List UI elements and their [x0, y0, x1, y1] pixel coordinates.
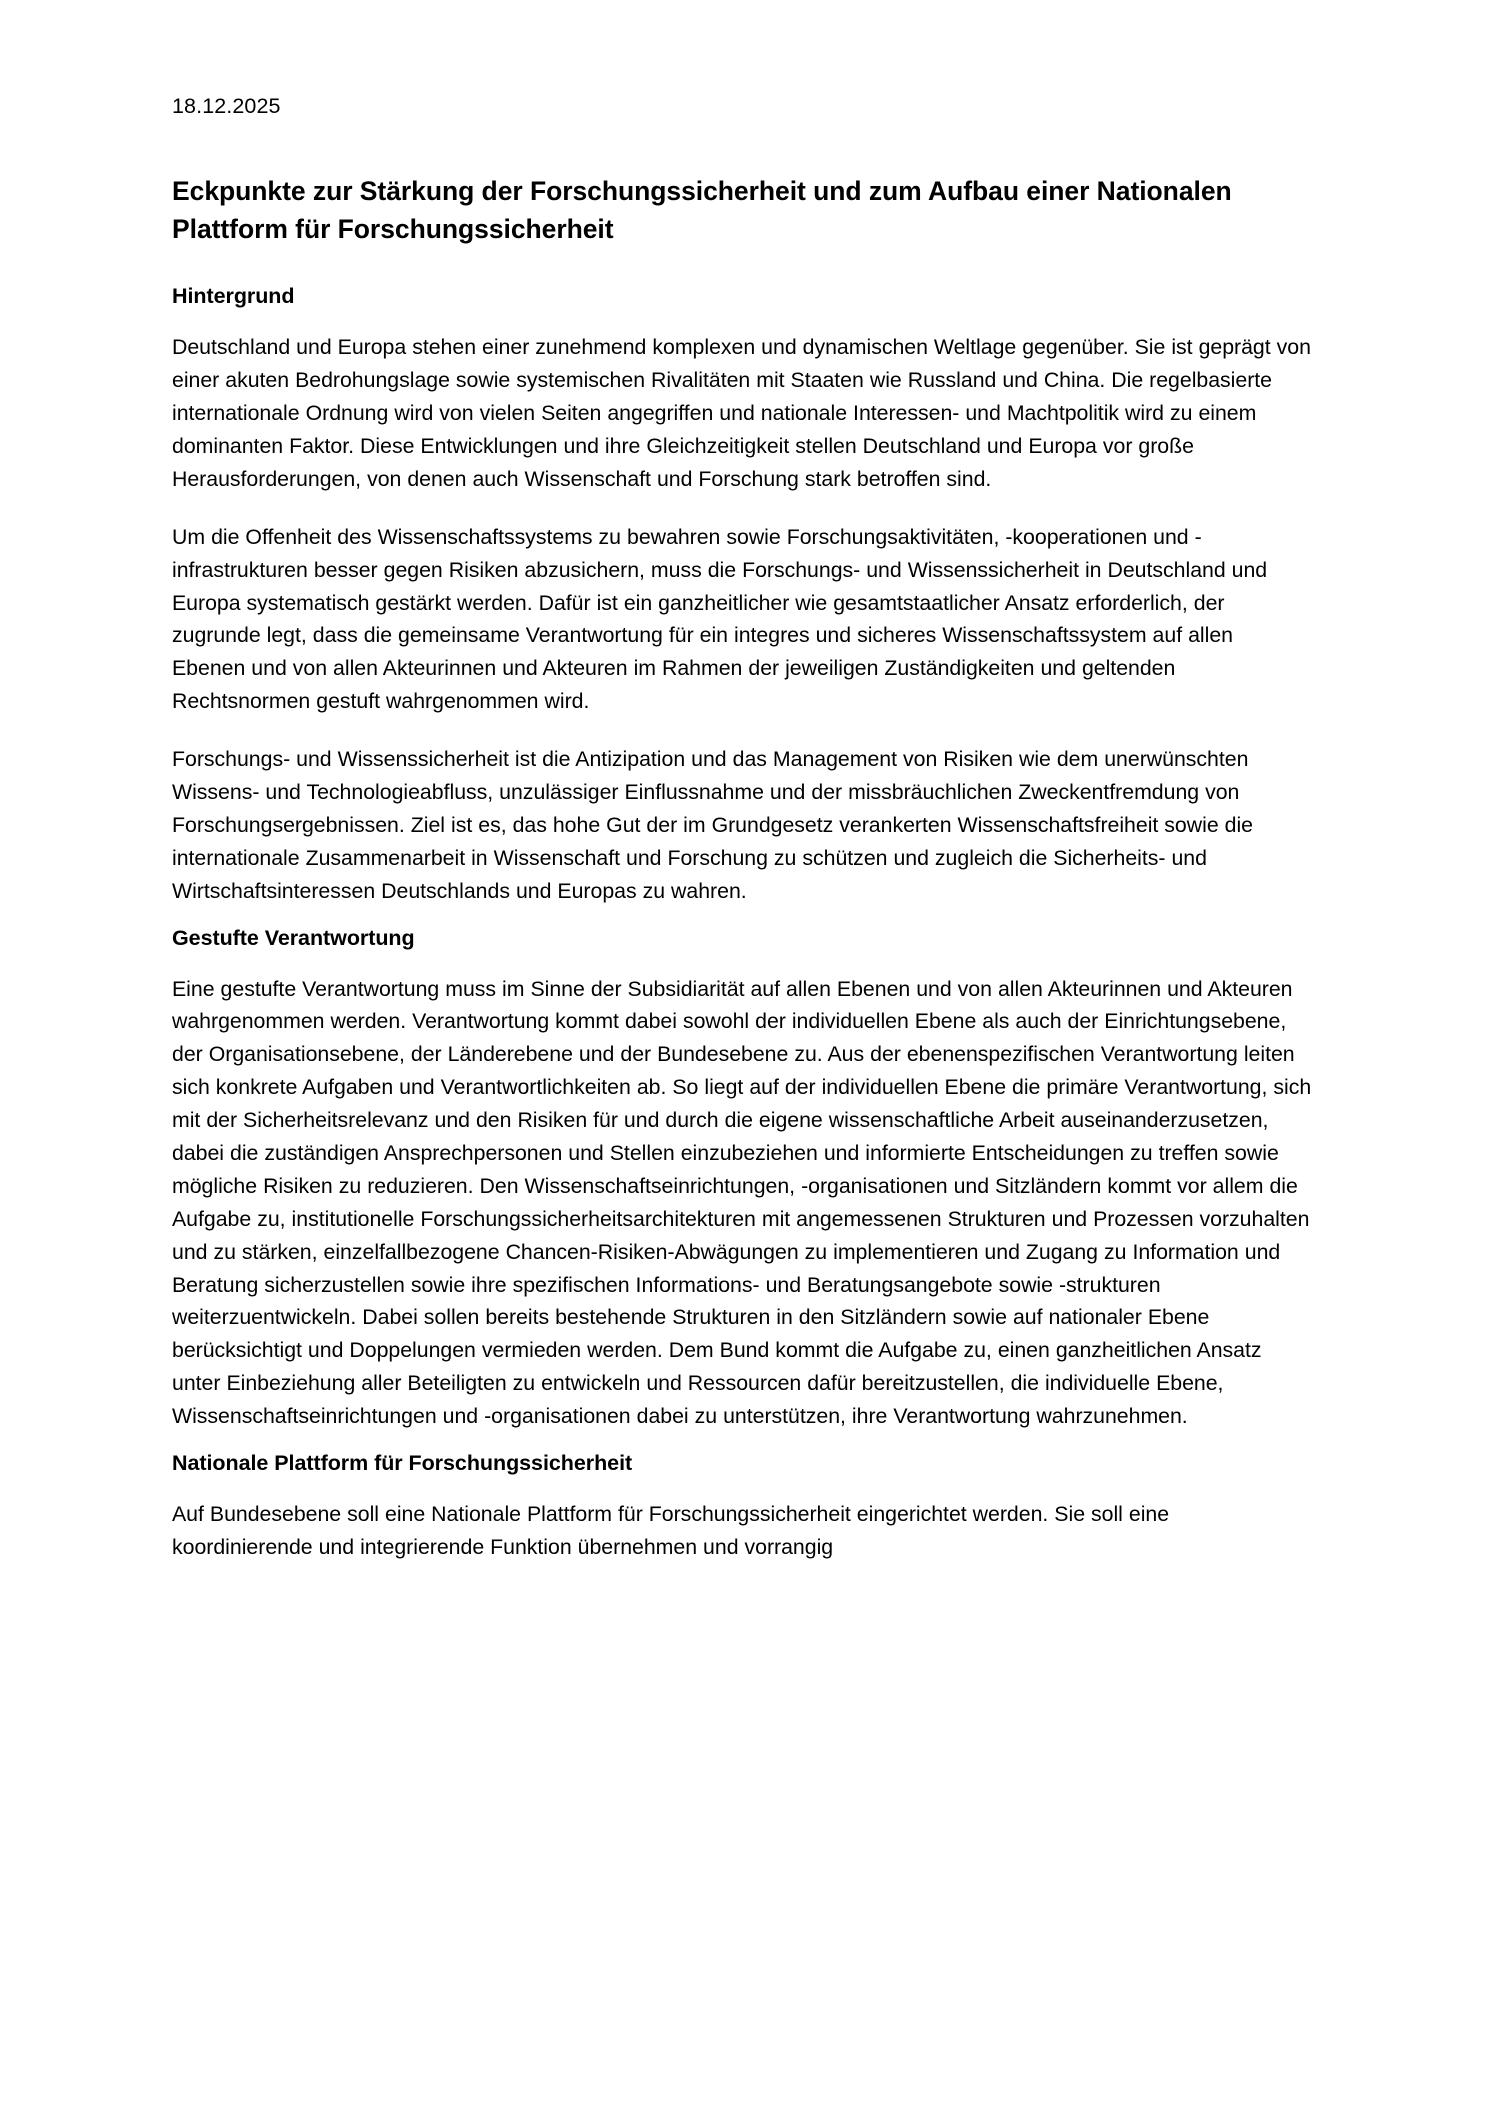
paragraph: Forschungs- und Wissenssicherheit ist die Antizipation und das Management von Risiken wie dem unerwünschten Wissens- und Technologieabfluss, unzulässiger Einflussnahme und der missbräuchlichen Zweckentfremdung von Forschungsergebnissen. Ziel ist es, das hohe Gut der im Grundgesetz verankerten Wissenschaftsfreiheit sowie die internationale Zusammenarbeit in Wissenschaft und Forschung zu schützen und zugleich die Sicherheits- und Wirtschaftsinteressen Deutschlands und Europas zu wahren. — [172, 747, 1254, 903]
section-nationale-plattform — [172, 1449, 1312, 1564]
section-heading-gestufte-verantwortung: Gestufte Verantwortung — [172, 925, 415, 950]
section-heading-nationale-plattform: Nationale Plattform für Forschungssicherheit — [172, 1451, 633, 1476]
paragraph: Auf Bundesebene soll eine Nationale Plattform für Forschungssicherheit eingerichtet werden. Sie soll eine koordinierende und integrierende Funktion übernehmen und vorrangig — [172, 1502, 1170, 1559]
paragraph: Deutschland und Europa stehen einer zunehmend komplexen und dynamischen Weltlage gegenüber. Sie ist geprägt von einer akuten Bedrohungslage sowie systemischen Rivalitäten mit Staaten wie Russland und China. Die regelbasierte internationale Ordnung wird von vielen Seiten angegriffen und nationale Interessen- und Machtpolitik wird zu einem dominanten Faktor. Diese Entwicklungen und ihre Gleichzeitigkeit stellen Deutschland und Europa vor große Herausforderungen, von denen auch Wissenschaft und Forschung stark betroffen sind. — [172, 335, 1311, 491]
document-date: 18.12.2025 — [172, 94, 281, 118]
paragraph: Eine gestufte Verantwortung muss im Sinne der Subsidiarität auf allen Ebenen und von allen Akteurinnen und Akteuren wahrgenommen werden. Verantwortung kommt dabei sowohl der individuellen Ebene als auch der Einrichtungsebene, der Organisationsebene, der Länderebene und der Bundesebene zu. Aus der ebenenspezifischen Verantwortung leiten sich konkrete Aufgaben und Verantwortlichkeiten ab. So liegt auf der individuellen Ebene die primäre Verantwortung, sich mit der Sicherheitsrelevanz und den Risiken für und durch die eigene wissenschaftliche Arbeit auseinanderzusetzen, dabei die zuständigen Ansprechpersonen und Stellen einzubeziehen und informierte Entscheidungen zu treffen sowie mögliche Risiken zu reduzieren. Den Wissenschaftseinrichtungen, -organisationen und Sitzländern kommt vor allem die Aufgabe zu, institutionelle Forschungssicherheitsarchitekturen mit angemessenen Strukturen und Prozessen vorzuhalten und zu stärken, einzelfallbezogene Chancen-Risiken-Abwägungen zu implementieren und Zugang zu Information und Beratung sicherzustellen sowie ihre spezifischen Informations- und Beratungsangebote sowie -strukturen weiterzuentwickeln. Dabei sollen bereits bestehende Strukturen in den Sitzländern sowie auf nationaler Ebene berücksichtigt und Doppelungen vermieden werden. Dem Bund kommt die Aufgabe zu, einen ganzheitlichen Ansatz unter Einbeziehung aller Beteiligten zu entwickeln und Ressourcen dafür bereitzustellen, die individuelle Ebene, Wissenschaftseinrichtungen und -organisationen dabei zu unterstützen, ihre Verantwortung wahrzunehmen. — [172, 976, 1312, 1429]
section-heading-hintergrund: Hintergrund — [172, 284, 295, 309]
document-title: Eckpunkte zur Stärkung der Forschungssicherheit und zum Aufbau einer Nationalen Plattform für Forschungssicherheit — [172, 176, 1232, 244]
section-hintergrund — [172, 282, 1312, 907]
paragraph: Um die Offenheit des Wissenschaftssystems zu bewahren sowie Forschungsaktivitäten, -kooperationen und -infrastrukturen besser gegen Risiken abzusichern, muss die Forschungs- und Wissenssicherheit in Deutschland und Europa systematisch gestärkt werden. Dafür ist ein ganzheitlicher wie gesamtstaatlicher Ansatz erforderlich, der zugrunde legt, dass die gemeinsame Verantwortung für ein integres und sicheres Wissenschaftssystem auf allen Ebenen und von allen Akteurinnen und Akteuren im Rahmen der jeweiligen Zuständigkeiten und geltenden Rechtsnormen gestuft wahrgenommen wird. — [172, 524, 1268, 714]
document-content — [172, 92, 1312, 1580]
section-gestufte-verantwortung — [172, 924, 1312, 1433]
